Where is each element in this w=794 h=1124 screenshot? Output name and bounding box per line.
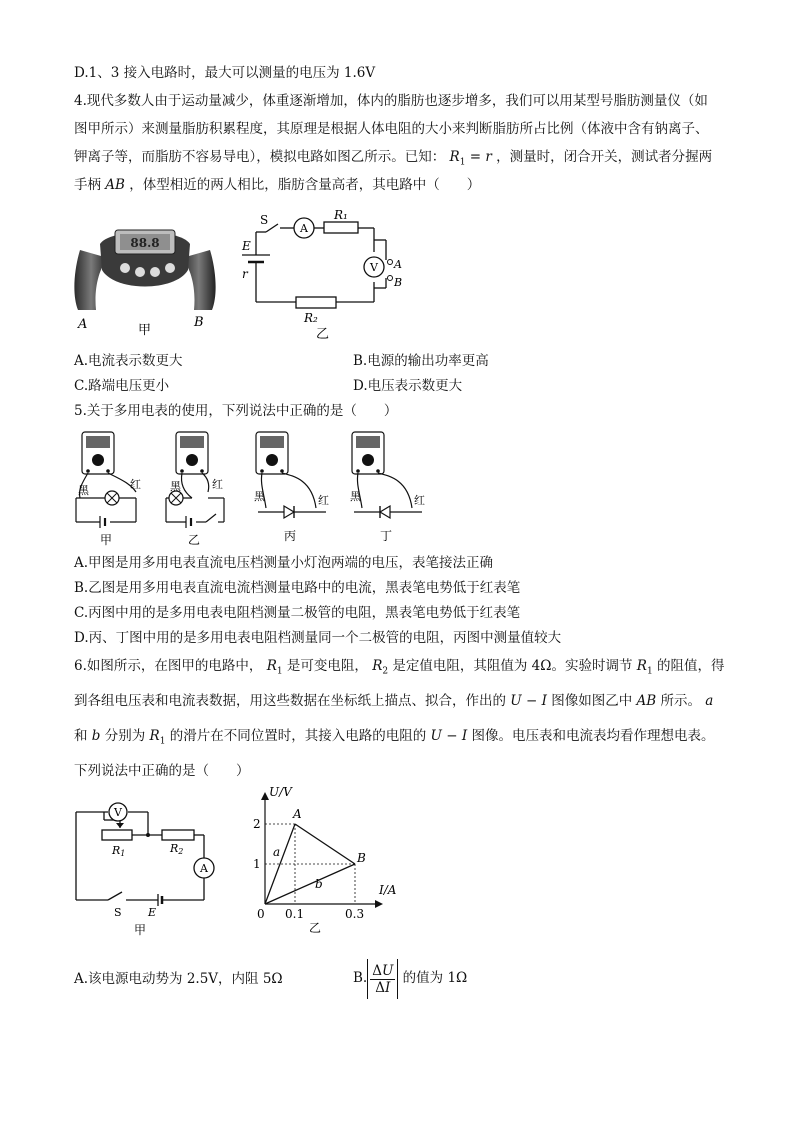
rheostat-r1-icon	[102, 830, 132, 840]
black-probe-label: 黑	[350, 490, 361, 503]
voltmeter-label: V	[370, 261, 378, 274]
fig-yi-label: 乙	[309, 921, 322, 934]
r1-symbol: R	[266, 658, 277, 674]
diode-icon	[284, 506, 294, 518]
y-tick-2: 2	[253, 817, 261, 831]
q4-option-d: D.电压表示数更大	[353, 378, 463, 394]
u-i-symbol: U	[510, 693, 522, 709]
black-probe-label: 黑	[78, 484, 89, 497]
r2-symbol: R	[372, 658, 383, 674]
q4-formula: $R_1 = r$	[449, 149, 492, 168]
q5-option-d: D.丙、丁图中用的是多用电表电阻档测量同一个二极管的电阻，丙图中测量值较大	[74, 630, 562, 646]
fig-jia-label: 甲	[100, 533, 113, 547]
fig-bing-label: 丙	[284, 529, 297, 543]
terminal-b-icon	[388, 276, 393, 281]
multimeter-figures	[70, 428, 450, 548]
y-axis-arrow-icon	[261, 792, 269, 800]
multimeter-yi	[166, 432, 224, 547]
x-tick-0: 0	[257, 907, 265, 921]
fig-jia-label: 甲	[138, 323, 152, 338]
b-symbol: b	[91, 728, 101, 744]
a-symbol: a	[705, 693, 714, 709]
q6-circuit-figure	[70, 790, 230, 940]
fig-yi-label: 乙	[188, 533, 201, 547]
resistor-r1-icon	[324, 222, 358, 233]
q6-stem-line1-part3: 是定值电阻，其阻值为 4Ω。实验时调节	[392, 658, 633, 674]
diode-icon	[380, 506, 390, 518]
q4-circuit-figure	[238, 210, 418, 345]
black-probe-label: 黑	[170, 480, 181, 493]
q4-stem-line4-tail: ，体型相近的两人相比，脂肪含量高者，其电路中（ ）	[129, 177, 481, 193]
fig-ding-label: 丁	[380, 529, 393, 543]
q4-stem-line3-tail: ，测量时，闭合开关，测试者分握两	[496, 149, 713, 165]
terminal-b-label: B	[394, 276, 403, 289]
q4-stem-line4	[74, 176, 480, 194]
y-tick-1: 1	[253, 857, 261, 871]
red-probe-label: 红	[212, 478, 223, 491]
svg-text:R1: R1	[112, 844, 126, 858]
abs-value: $\frac{\Delta U}{\Delta I}$	[367, 959, 398, 999]
switch-s-label: S	[260, 213, 269, 227]
r1-symbol: R	[636, 658, 647, 674]
x-axis-label: I/A	[379, 883, 397, 897]
q6-stem-line1: 6.如图所示，在图甲的电路中， $R_1$ 是可变电阻， $R_2$ 是定值电阻，其阻值为 4Ω。实验时调节 $R_1$ 的阻值，得	[74, 658, 725, 677]
q6-stem-line2-text: 到各组电压表和电流表数据，用这些数据在坐标纸上描点、拟合，作出的	[74, 693, 506, 709]
ab-symbol: AB	[636, 693, 657, 709]
point-b-label: B	[357, 851, 366, 865]
black-probe-label: 黑	[254, 490, 265, 503]
q5-stem: 5.关于多用电表的使用，下列说法中正确的是（ ）	[74, 403, 398, 419]
q5-option-b: B.乙图是用多用电表直流电流档测量电路中的电流，黑表笔电势低于红表笔	[74, 580, 521, 596]
r1-label: R₁	[334, 210, 348, 222]
x-tick-0-1: 0.1	[285, 907, 305, 921]
svg-text:R2: R2	[170, 842, 184, 856]
q4-option-c: C.路端电压更小	[74, 378, 170, 394]
svg-text:A: A	[200, 862, 208, 875]
q6-stem-line1-part2: 是可变电阻，	[286, 658, 368, 674]
line-b	[265, 864, 355, 904]
svg-text:V: V	[114, 806, 122, 819]
q4-stem-line3-text: 钾离子等，而脂肪不容易导电），模拟电路如图乙所示。已知：	[74, 149, 446, 165]
q6-option-b-text: 的值为 1Ω	[402, 970, 468, 986]
u-i-symbol: U	[430, 728, 442, 744]
line-ab	[295, 824, 355, 864]
q3-option-d: D.1、3 接入电路时，最大可以测量的电压为 1.6V	[74, 65, 376, 81]
ui-graph-figure	[245, 784, 405, 934]
line-a-label: a	[273, 845, 281, 859]
fig-yi-label: 乙	[316, 327, 330, 342]
emf-e-label: E	[242, 239, 251, 253]
multimeter-bing	[254, 432, 329, 543]
handle-b-label: B	[194, 315, 204, 330]
q4-option-b: B.电源的输出功率更高	[353, 353, 489, 369]
svg-text:88.8: 88.8	[130, 236, 160, 250]
line-b-label: b	[315, 877, 323, 891]
q4-ab: AB	[105, 177, 125, 193]
red-probe-label: 红	[130, 478, 141, 491]
q6-stem-line4: 下列说法中正确的是（ ）	[74, 763, 250, 779]
q4-option-a: A.电流表示数更大	[74, 353, 183, 369]
q6-stem-line2-part3: 所示。	[660, 693, 701, 709]
fig-jia-label: 甲	[134, 923, 147, 937]
x-axis-arrow-icon	[375, 900, 383, 908]
q6-stem-line3: 和 b 分别为 $R_1$ 的滑片在不同位置时，其接入电路的电阻的 U − I 图像。电压表和电流表均看作理想电表。	[74, 728, 715, 747]
x-tick-0-3: 0.3	[345, 907, 365, 921]
q6-stem-line3-part3: 的滑片在不同位置时，其接入电路的电阻的	[169, 728, 427, 744]
red-probe-label: 红	[414, 494, 425, 507]
q6-option-a: A.该电源电动势为 2.5V，内阻 5Ω	[74, 971, 283, 987]
q6-stem-line2-part2: 图像如图乙中	[551, 693, 633, 709]
y-axis-label: U/V	[269, 785, 292, 799]
internal-r-label: r	[242, 267, 248, 281]
q6-option-b-prefix: B.	[353, 970, 368, 986]
ammeter-label: A	[300, 222, 308, 235]
emf-e-label: E	[148, 906, 157, 919]
handle-a-label: A	[78, 317, 88, 332]
switch-s-label: S	[114, 906, 122, 919]
q6-stem-line2: 到各组电压表和电流表数据，用这些数据在坐标纸上描点、拟合，作出的 U − I 图像如图乙中 AB 所示。 a	[74, 693, 714, 709]
resistor-r2-icon	[296, 297, 336, 308]
multimeter-ding	[350, 432, 425, 543]
slider-arrow-icon	[116, 823, 124, 828]
q5-option-a: A.甲图是用多用电表直流电压档测量小灯泡两端的电压，表笔接法正确	[74, 555, 494, 571]
q6-option-b	[353, 958, 467, 999]
q5-option-c: C.丙图中用的是多用电表电阻档测量二极管的电阻，黑表笔电势低于红表笔	[74, 605, 521, 621]
multimeter-jia	[76, 432, 141, 547]
point-a-label: A	[293, 807, 302, 821]
q4-stem-line2: 图甲所示）来测量脂肪积累程度，其原理是根据人体电阻的大小来判断脂肪所占比例（体液中含有钠离子、	[74, 121, 709, 137]
fat-meter-figure	[70, 210, 220, 340]
r1-symbol: R	[149, 728, 160, 744]
q6-stem-line3-part2: 分别为	[104, 728, 146, 744]
q4-stem-line4-text: 手柄	[74, 177, 101, 193]
meter-button-icon	[120, 263, 130, 273]
q6-stem-line3-part4: 图像。电压表和电流表均看作理想电表。	[471, 728, 715, 744]
q4-stem-line3	[74, 148, 712, 172]
q6-stem-line1-text: 6.如图所示，在图甲的电路中，	[74, 658, 263, 674]
red-probe-label: 红	[318, 494, 329, 507]
terminal-a-icon	[388, 260, 393, 265]
q4-stem-line1: 4.现代多数人由于运动量减少，体重逐渐增加，体内的脂肪也逐步增多，我们可以用某型号脂肪测量仪（如	[74, 93, 708, 109]
terminal-a-label: A	[394, 258, 402, 271]
resistor-r2-icon	[162, 830, 194, 840]
r2-label: R₂	[304, 311, 318, 325]
q6-stem-line3-text: 和	[74, 728, 88, 744]
q6-stem-line1-part4: 的阻值，得	[656, 658, 725, 674]
